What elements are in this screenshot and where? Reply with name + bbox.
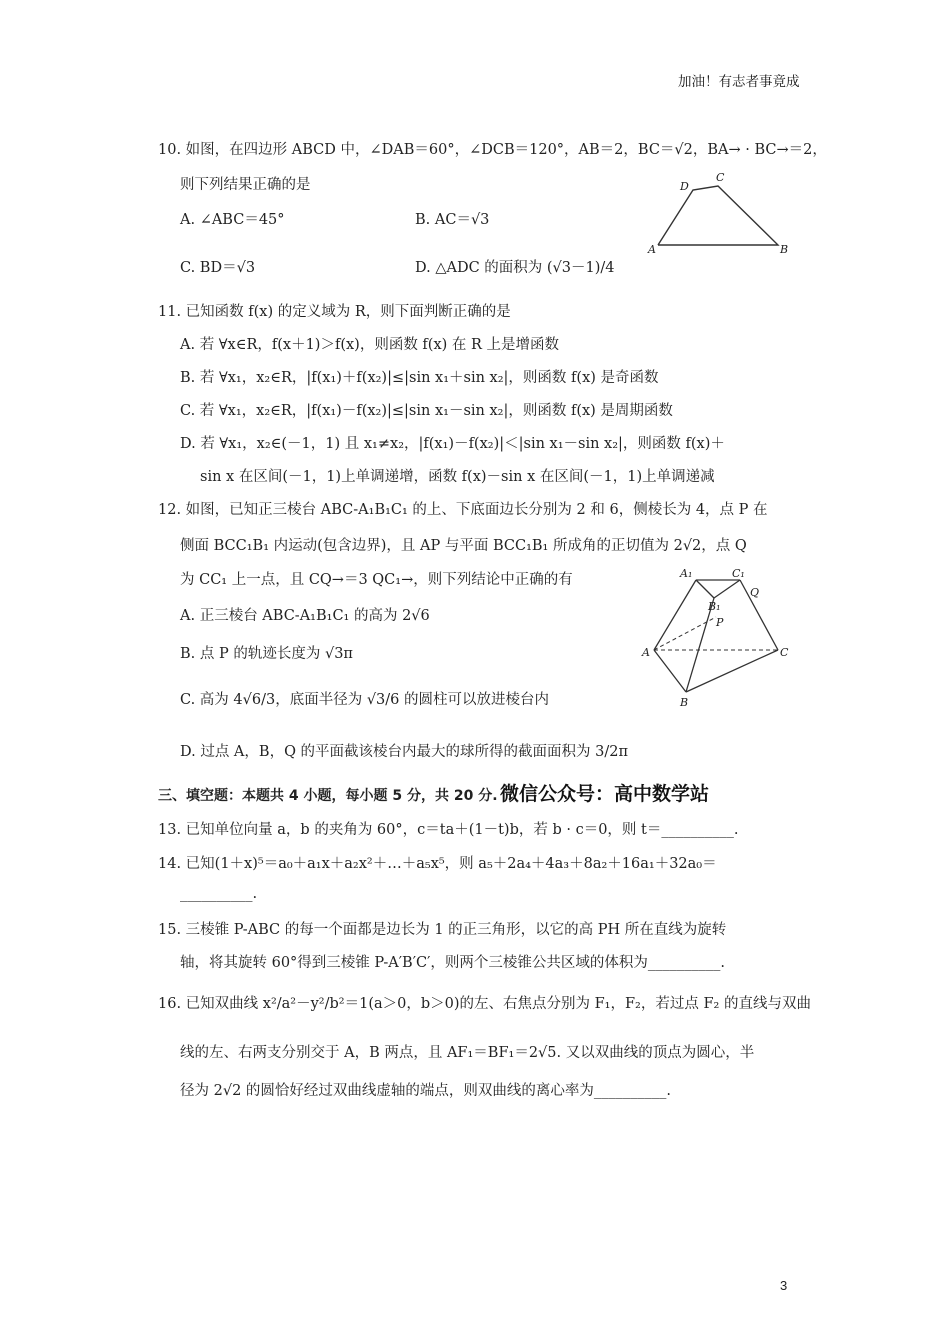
figure-label-a: A	[648, 243, 656, 256]
q12-option-a: A. 正三棱台 ABC-A₁B₁C₁ 的高为 2√6	[180, 608, 430, 624]
q11-stem: 11. 已知函数 f(x) 的定义域为 R，则下面判断正确的是	[158, 304, 511, 320]
frustum-label-a1: A₁	[680, 567, 693, 580]
q10-stem-line2: 则下列结果正确的是	[180, 177, 311, 193]
q11-option-b: B. 若 ∀x₁，x₂∈R，|f(x₁)＋f(x₂)|≤|sin x₁＋sin x₂|，则函数 f(x) 是奇函数	[180, 370, 659, 386]
frustum-label-b: B	[680, 696, 689, 709]
frustum-figure	[638, 562, 798, 712]
q15-line2: 轴，将其旋转 60°得到三棱锥 P-A′B′C′，则两个三棱锥公共区域的体积为__________.	[180, 955, 725, 971]
figure-label-d: D	[680, 180, 689, 193]
q10-option-b: B. AC＝√3	[415, 212, 490, 228]
question-13: 13. 已知单位向量 a，b 的夹角为 60°，c＝ta＋(1－t)b，若 b · c＝0，则 t＝__________.	[158, 822, 739, 838]
q11-option-d-line1: D. 若 ∀x₁，x₂∈(－1，1) 且 x₁≠x₂，|f(x₁)－f(x₂)|＜|sin x₁－sin x₂|，则函数 f(x)＋	[180, 436, 725, 452]
q12-stem-line3: 为 CC₁ 上一点，且 CQ→＝3 QC₁→，则下列结论中正确的有	[180, 572, 573, 588]
q10-option-c: C. BD＝√3	[180, 260, 256, 276]
q12-option-c: C. 高为 4√6/3，底面半径为 √3/6 的圆柱可以放进棱台内	[180, 692, 549, 708]
figure-label-c: C	[716, 171, 725, 184]
q15-line1: 15. 三棱锥 P-ABC 的每一个面都是边长为 1 的正三角形，以它的高 PH 所在直线为旋转	[158, 922, 727, 938]
q10-option-d: D. △ADC 的面积为 (√3－1)/4	[415, 260, 615, 276]
q10-stem-line1: 10. 如图，在四边形 ABCD 中，∠DAB＝60°，∠DCB＝120°，AB＝2，BC＝√2，BA→ · BC→＝2，	[158, 142, 827, 158]
frustum-label-p: P	[716, 616, 724, 629]
q11-option-c: C. 若 ∀x₁，x₂∈R，|f(x₁)－f(x₂)|≤|sin x₁－sin x₂|，则函数 f(x) 是周期函数	[180, 403, 673, 419]
q16-line3: 径为 2√2 的圆恰好经过双曲线虚轴的端点，则双曲线的离心率为__________.	[180, 1083, 672, 1099]
frustum-label-b1: B₁	[708, 600, 721, 613]
figure-label-b: B	[780, 243, 789, 256]
q16-line1: 16. 已知双曲线 x²/a²－y²/b²＝1(a＞0，b＞0)的左、右焦点分别为 F₁，F₂，若过点 F₂ 的直线与双曲	[158, 996, 811, 1012]
q12-stem-line2: 侧面 BCC₁B₁ 内运动(包含边界)，且 AP 与平面 BCC₁B₁ 所成角的正切值为 2√2，点 Q	[180, 538, 747, 554]
frustum-label-c: C	[780, 646, 789, 659]
q12-option-b: B. 点 P 的轨迹长度为 √3π	[180, 646, 353, 662]
q11-option-a: A. 若 ∀x∈R，f(x＋1)＞f(x)，则函数 f(x) 在 R 上是增函数	[180, 337, 560, 353]
frustum-label-c1: C₁	[732, 567, 745, 580]
q16-line2: 线的左、右两支分别交于 A，B 两点，且 AF₁＝BF₁＝2√5. 又以双曲线的顶点为圆心，半	[180, 1045, 755, 1061]
header-motto: 加油！有志者事竟成	[678, 74, 800, 90]
section-3-title: 三、填空题：本题共 4 小题，每小题 5 分，共 20 分.	[158, 788, 498, 804]
quadrilateral-abcd-figure	[640, 168, 800, 260]
q14-line1: 14. 已知(1＋x)⁵＝a₀＋a₁x＋a₂x²＋…＋a₅x⁵，则 a₅＋2a₄＋4a₃＋8a₂＋16a₁＋32a₀＝	[158, 856, 717, 872]
q11-option-d-line2: sin x 在区间(－1，1)上单调递增，函数 f(x)－sin x 在区间(－1，1)上单调递减	[200, 469, 715, 485]
q10-option-a: A. ∠ABC＝45°	[180, 212, 285, 228]
frustum-label-q: Q	[750, 586, 760, 599]
q12-option-d: D. 过点 A，B，Q 的平面截该棱台内最大的球所得的截面面积为 3/2π	[180, 744, 629, 760]
page-number: 3	[780, 1278, 788, 1293]
q12-stem-line1: 12. 如图，已知正三棱台 ABC-A₁B₁C₁ 的上、下底面边长分别为 2 和 6，侧棱长为 4，点 P 在	[158, 502, 768, 518]
q14-line2: __________.	[180, 886, 258, 902]
frustum-label-a: A	[642, 646, 650, 659]
wechat-watermark: 微信公众号：高中数学站	[500, 783, 710, 805]
